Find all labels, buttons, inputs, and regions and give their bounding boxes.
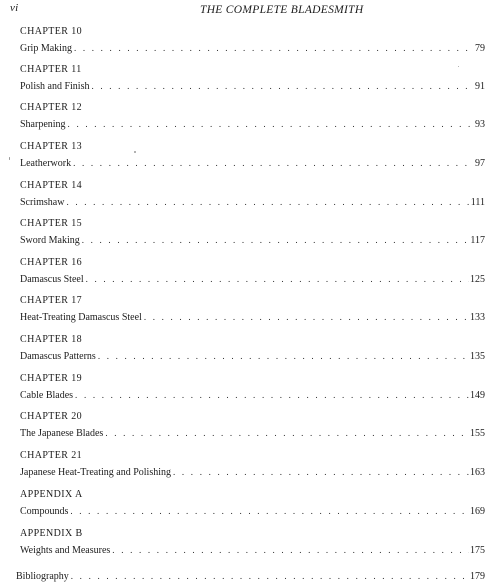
toc-entry (20, 141, 485, 169)
chapter-page: 133 (470, 312, 485, 323)
toc-line (20, 118, 485, 130)
appendix-page: 175 (470, 545, 485, 556)
chapter-label: CHAPTER 21 (20, 450, 83, 461)
chapter-page: 155 (470, 428, 485, 439)
toc-entry (20, 373, 485, 401)
chapter-title: The Japanese Blades (20, 428, 104, 439)
toc-line (20, 427, 485, 439)
dot-leader (105, 427, 469, 439)
toc-entry (20, 295, 485, 323)
chapter-page: 117 (470, 235, 485, 246)
toc-entry (20, 528, 485, 556)
bibliography-title: Bibliography (16, 571, 69, 582)
dot-leader (144, 311, 469, 323)
dot-leader (98, 350, 469, 362)
toc-entry (20, 180, 485, 208)
toc-entry (20, 489, 485, 517)
toc-entry (20, 218, 485, 246)
toc-line (20, 311, 485, 323)
toc-line (20, 505, 485, 517)
toc-entry (16, 570, 485, 582)
dot-leader (70, 505, 469, 517)
toc-line (20, 196, 485, 208)
print-speck (458, 66, 459, 67)
chapter-label: CHAPTER 12 (20, 102, 83, 113)
chapter-title: Damascus Steel (20, 274, 84, 285)
toc-line (16, 570, 485, 582)
toc-line (20, 466, 485, 478)
chapter-title: Scrimshaw (20, 197, 65, 208)
dot-leader (66, 196, 469, 208)
chapter-label: CHAPTER 17 (20, 295, 83, 306)
running-head: THE COMPLETE BLADESMITH (200, 4, 364, 16)
print-speck (9, 157, 10, 160)
toc-line (20, 273, 485, 285)
chapter-title: Cable Blades (20, 390, 74, 401)
appendix-label: APPENDIX A (20, 489, 83, 500)
appendix-title: Compounds (20, 506, 69, 517)
chapter-title: Polish and Finish (20, 81, 90, 92)
chapter-label: CHAPTER 19 (20, 373, 83, 384)
chapter-page: 93 (475, 119, 485, 130)
dot-leader (173, 466, 469, 478)
toc-entry (20, 64, 485, 92)
chapter-label: CHAPTER 13 (20, 141, 83, 152)
toc-line (20, 389, 485, 401)
dot-leader (73, 157, 474, 169)
chapter-title: Heat-Treating Damascus Steel (20, 312, 142, 323)
dot-leader (74, 42, 474, 54)
chapter-page: 163 (470, 467, 485, 478)
chapter-title: Damascus Patterns (20, 351, 96, 362)
chapter-title: Sword Making (20, 235, 80, 246)
chapter-page: 125 (470, 274, 485, 285)
dot-leader (71, 570, 469, 582)
dot-leader (82, 234, 470, 246)
chapter-page: 79 (475, 43, 485, 54)
toc-entry (20, 450, 485, 478)
dot-leader (68, 118, 474, 130)
chapter-page: 111 (470, 197, 485, 208)
toc-line (20, 80, 485, 92)
chapter-label: CHAPTER 18 (20, 334, 83, 345)
chapter-title: Sharpening (20, 119, 66, 130)
appendix-title: Weights and Measures (20, 545, 111, 556)
chapter-title: Japanese Heat-Treating and Polishing (20, 467, 171, 478)
chapter-label: CHAPTER 20 (20, 411, 83, 422)
toc-line (20, 42, 485, 54)
toc-entry (20, 257, 485, 285)
chapter-page: 97 (475, 158, 485, 169)
toc-line (20, 350, 485, 362)
chapter-page: 91 (475, 81, 485, 92)
page-number: vi (10, 2, 19, 14)
chapter-label: CHAPTER 15 (20, 218, 83, 229)
chapter-title: Grip Making (20, 43, 72, 54)
appendix-page: 169 (470, 506, 485, 517)
dot-leader (86, 273, 469, 285)
chapter-label: CHAPTER 14 (20, 180, 83, 191)
chapter-label: CHAPTER 11 (20, 64, 82, 75)
toc-entry (20, 26, 485, 54)
toc-line (20, 544, 485, 556)
chapter-label: CHAPTER 16 (20, 257, 83, 268)
dot-leader (75, 389, 469, 401)
dot-leader (112, 544, 469, 556)
chapter-label: CHAPTER 10 (20, 26, 83, 37)
bibliography-page: 179 (470, 571, 485, 582)
dot-leader (91, 80, 474, 92)
toc-line (20, 157, 485, 169)
toc-entry (20, 334, 485, 362)
chapter-page: 135 (470, 351, 485, 362)
appendix-label: APPENDIX B (20, 528, 83, 539)
chapter-page: 149 (470, 390, 485, 401)
chapter-title: Leatherwork (20, 158, 72, 169)
toc-line (20, 234, 485, 246)
print-speck (134, 151, 136, 153)
toc-entry (20, 411, 485, 439)
toc-entry (20, 102, 485, 130)
